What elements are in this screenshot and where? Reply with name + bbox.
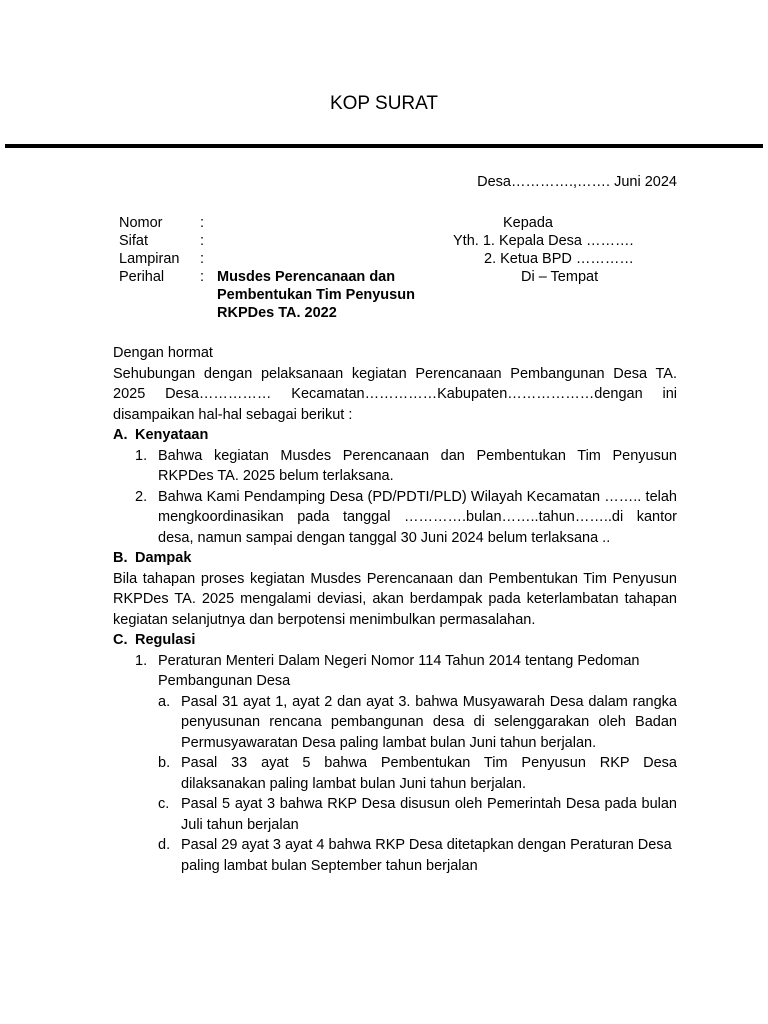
sifat-label: Sifat — [119, 233, 149, 249]
section-letter: C. — [113, 632, 128, 648]
recipient-line-3: Di – Tempat — [521, 269, 599, 285]
recipient-block — [400, 214, 720, 286]
sub-list-item — [158, 794, 677, 835]
lampiran-label: Lampiran — [119, 251, 180, 267]
perihal-value: Musdes Perencanaan dan Pembentukan Tim Penyusun RKPDes TA. 2022 — [217, 269, 415, 321]
sub-item-text: Pasal 29 ayat 3 ayat 4 bahwa RKP Desa ditetapkan dengan Peraturan Desa paling lambat bulan September tahun berjalan — [181, 837, 672, 874]
list-item — [135, 446, 677, 487]
date-line: Desa………….,……. Juni 2024 — [477, 174, 677, 190]
section-c-heading — [113, 630, 677, 651]
recipient-kepada: Kepada — [503, 215, 553, 231]
letterhead-divider — [5, 144, 763, 148]
perihal-row — [119, 268, 447, 322]
item-text: Peraturan Menteri Dalam Negeri Nomor 114 Tahun 2014 tentang Pedoman Pembangunan Desa — [158, 652, 640, 689]
section-title: Regulasi — [135, 632, 196, 648]
item-number: 1. — [135, 447, 148, 464]
colon: : — [200, 269, 205, 285]
intro-paragraph: Sehubungan dengan pelaksanaan kegiatan Perencanaan Pembangunan Desa TA. 2025 Desa…………… Kecamatan……………Kabupaten………………dengan ini disampaikan hal-hal sebagai berikut : — [113, 365, 677, 423]
section-a-heading — [113, 425, 677, 446]
sub-list-item — [158, 692, 677, 754]
section-b-heading — [113, 548, 677, 569]
section-title: Kenyataan — [135, 427, 209, 443]
sub-item-text: Pasal 33 ayat 5 bahwa Pembentukan Tim Penyusun RKP Desa dilaksanakan paling lambat bulan Juni tahun berjalan. — [181, 755, 677, 792]
list-item — [135, 651, 677, 692]
recipient-line-1: Yth. 1. Kepala Desa ………. — [453, 233, 634, 249]
section-letter: A. — [113, 427, 128, 443]
section-title: Dampak — [135, 550, 192, 566]
section-letter: B. — [113, 550, 128, 566]
recipient-line-2: 2. Ketua BPD ………… — [484, 251, 634, 267]
sub-item-text: Pasal 31 ayat 1, ayat 2 dan ayat 3. bahwa Musyawarah Desa dalam rangka penyusunan rencana pembangunan desa di selenggarakan oleh Badan Permusyawaratan Desa paling lambat bulan Juni tahun berjalan. — [181, 693, 677, 751]
list-item — [135, 487, 677, 549]
letterhead-title: KOP SURAT — [329, 93, 439, 114]
letter-body — [113, 343, 677, 876]
sub-list-item — [158, 835, 677, 876]
colon: : — [200, 215, 205, 231]
item-number: 1. — [135, 652, 148, 669]
item-number: 2. — [135, 488, 148, 505]
sub-item-letter: a. — [158, 693, 171, 710]
sub-item-letter: d. — [158, 837, 171, 853]
sifat-row — [119, 232, 447, 250]
nomor-row — [119, 214, 447, 232]
sub-item-letter: c. — [158, 796, 170, 812]
letter-meta — [119, 214, 447, 322]
section-b-text: Bila tahapan proses kegiatan Musdes Perencanaan dan Pembentukan Tim Penyusun RKPDes TA. 2025 mengalami deviasi, akan berdampak pada keterlambatan tahapan kegiatan selanjutnya dan berpotensi menimbulkan permasalahan. — [113, 570, 677, 628]
colon: : — [200, 233, 205, 249]
sub-item-letter: b. — [158, 755, 171, 771]
sub-list-item — [158, 753, 677, 794]
greeting: Dengan hormat — [113, 345, 213, 361]
perihal-label: Perihal — [119, 269, 165, 285]
lampiran-row — [119, 250, 447, 268]
colon: : — [200, 251, 205, 267]
item-text: Bahwa kegiatan Musdes Perencanaan dan Pembentukan Tim Penyusun RKPDes TA. 2025 belum terlaksana. — [158, 447, 677, 484]
nomor-label: Nomor — [119, 215, 163, 231]
sub-item-text: Pasal 5 ayat 3 bahwa RKP Desa disusun oleh Pemerintah Desa pada bulan Juli tahun berjalan — [181, 796, 677, 833]
item-text: Bahwa Kami Pendamping Desa (PD/PDTI/PLD) Wilayah Kecamatan …….. telah mengkoordinasikan pada tanggal ………….bulan……..tahun……..di kantor desa, namun sampai dengan tanggal 30 Juni 2024 belum terlaksana .. — [158, 488, 677, 546]
